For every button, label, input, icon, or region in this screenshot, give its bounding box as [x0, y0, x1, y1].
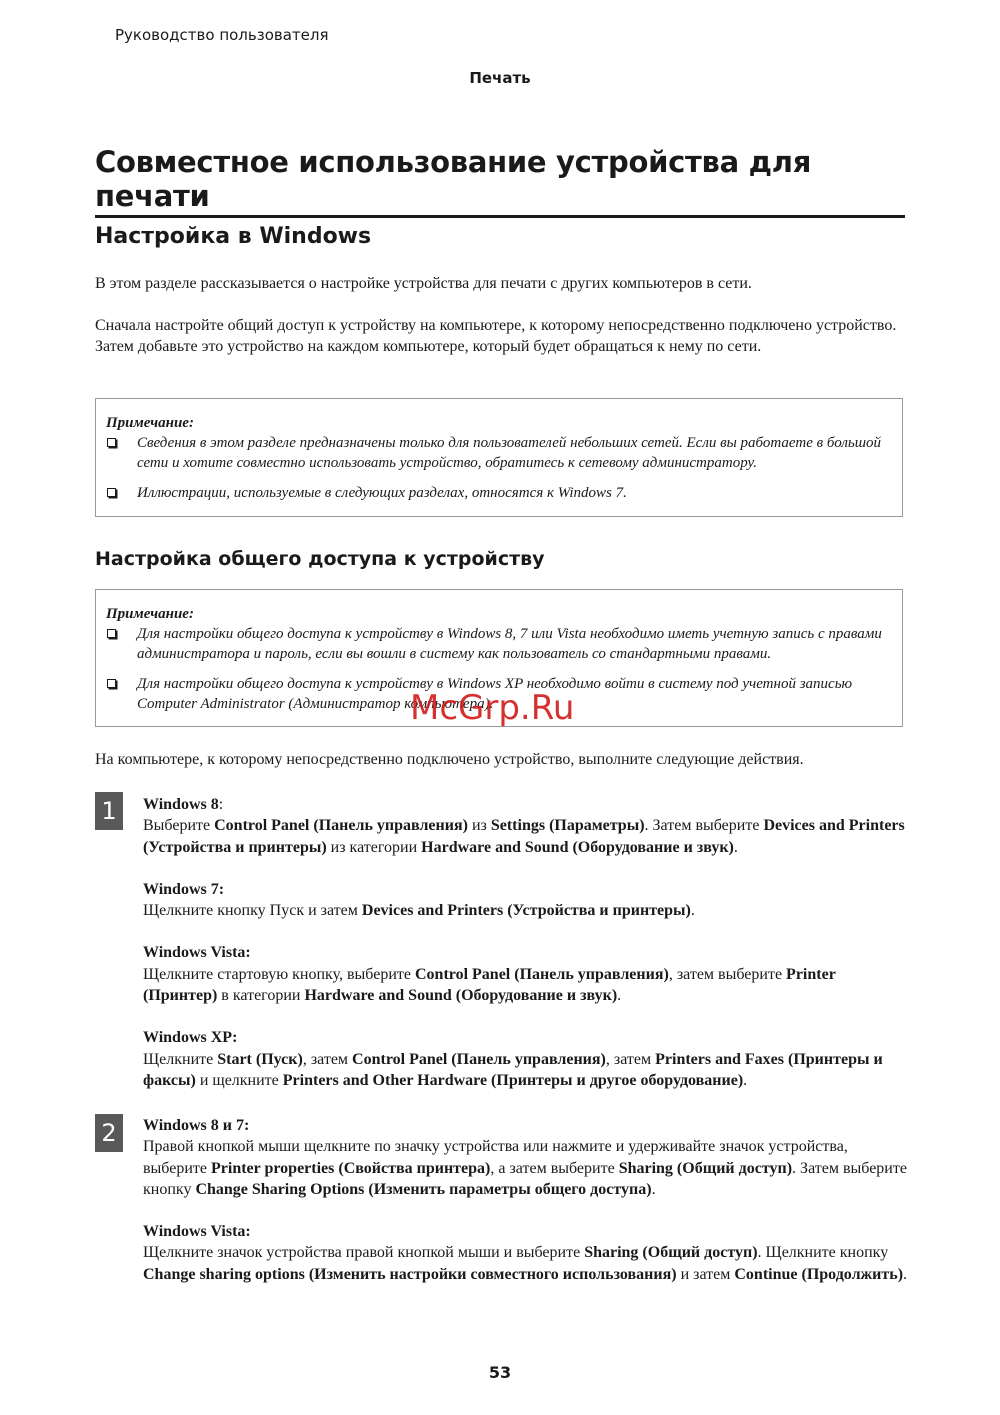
ui-term: Devices and Printers (Устройства и принтеры) [143, 817, 905, 856]
ui-term: Printers and Other Hardware (Принтеры и другое оборудование) [282, 1071, 744, 1089]
os-label: Windows 8 и 7: [143, 1117, 250, 1134]
running-header-title: Руководство пользователя [115, 26, 329, 44]
note-item [106, 483, 892, 503]
ui-term: Settings (Параметры) [490, 817, 645, 835]
note-item-text: Для настройки общего доступа к устройству в Windows XP необходимо войти в систему под учетной записью Computer Administrator (Администратор компьютера). [137, 676, 853, 712]
ui-term: Sharing (Общий доступ) [584, 1244, 758, 1262]
instruction-text: Щелкните кнопку Пуск и затем Devices and Printers (Устройства и принтеры). [143, 902, 695, 920]
instruction-text: Щелкните значок устройства правой кнопкой мыши и выберите Sharing (Общий доступ). Щелкните кнопку Change sharing options (Изменить настройки совместного использования) и затем Continue (Продолжить). [143, 1244, 908, 1283]
ui-term: Sharing (Общий доступ) [618, 1159, 793, 1177]
checkbox-bullet-icon [107, 679, 116, 688]
step-2-content [143, 1115, 908, 1306]
os-instruction-block [143, 1115, 908, 1200]
os-instruction-block [143, 1027, 908, 1091]
ui-term: Change Sharing Options (Изменить параметры общего доступа) [195, 1180, 652, 1198]
ui-term: Control Panel (Панель управления) [414, 965, 669, 983]
title-divider [95, 215, 905, 218]
ui-term: Continue (Продолжить) [734, 1265, 904, 1283]
note-title: Примечание: [106, 415, 194, 431]
os-instruction-block [143, 794, 908, 858]
note-box-1 [95, 398, 903, 517]
note-item-text: Для настройки общего доступа к устройству в Windows 8, 7 или Vista необходимо иметь учетную запись с правами администратора и пароль, если вы вошли в систему как пользователь со стандартными правами. [137, 626, 882, 662]
step-number-badge: 2 [95, 1114, 123, 1152]
ui-term: Printer (Принтер) [143, 965, 836, 1005]
instruction-text: Щелкните Start (Пуск), затем Control Panel (Панель управления), затем Printers and Faxes (Принтеры и факсы) и щелкните Printers and Other Hardware (Принтеры и другое оборудование). [143, 1050, 883, 1089]
page-title: Совместное использование устройства для печати [95, 145, 812, 213]
ui-term: Hardware and Sound (Оборудование и звук) [304, 987, 618, 1005]
checkbox-bullet-icon [107, 488, 116, 497]
ui-term: Printers and Faxes (Принтеры и факсы) [143, 1050, 883, 1089]
os-instruction-block [143, 879, 908, 922]
page-number: 53 [488, 1363, 512, 1382]
ui-term: Hardware and Sound (Оборудование и звук) [421, 838, 734, 856]
note-title: Примечание: [106, 606, 194, 622]
os-label: Windows Vista: [143, 1223, 251, 1241]
ui-term: Change sharing options (Изменить настройки совместного использования) [143, 1265, 677, 1283]
os-label: Windows Vista: [143, 944, 251, 962]
intro-paragraph-2: Сначала настройте общий доступ к устройству на компьютере, к которому непосредственно подключено устройство. Затем добавьте это устройство на каждом компьютере, который будет обращаться к нему по сети. [95, 317, 897, 355]
ui-term: Printer properties (Свойства принтера) [211, 1159, 491, 1177]
os-label: Windows 8: [143, 796, 224, 813]
action-intro-paragraph: На компьютере, к которому непосредственно подключено устройство, выполните следующие действия. [95, 751, 804, 768]
instruction-text: Щелкните стартовую кнопку, выберите Control Panel (Панель управления), затем выберите Printer (Принтер) в категории Hardware and Sound (Оборудование и звук). [143, 965, 836, 1005]
ui-term: Control Panel (Панель управления) [214, 817, 468, 835]
os-label: Windows XP: [143, 1029, 238, 1047]
ui-term: Start (Пуск) [217, 1050, 303, 1068]
os-instruction-block [143, 942, 908, 1006]
note-item-text: Иллюстрации, используемые в следующих разделах, относятся к Windows 7. [137, 485, 627, 501]
subsection-heading: Настройка общего доступа к устройству [95, 548, 545, 570]
intro-paragraph-1: В этом разделе рассказывается о настройке устройства для печати с других компьютеров в сети. [95, 275, 752, 292]
step-1-content [143, 794, 908, 1112]
note-item [106, 433, 892, 473]
os-label: Windows 7: [143, 880, 225, 898]
instruction-text: Правой кнопкой мыши щелкните по значку устройства или нажмите и удерживайте значок устройства, выберите Printer properties (Свойства принтера), а затем выберите Sharing (Общий доступ). Затем выберите кнопку Change Sharing Options (Изменить параметры общего доступа). [143, 1138, 907, 1198]
ui-term: Devices and Printers (Устройства и принтеры) [361, 902, 691, 920]
os-instruction-block [143, 1221, 908, 1285]
checkbox-bullet-icon [107, 438, 116, 447]
ui-term: Control Panel (Панель управления) [352, 1050, 606, 1068]
section-heading: Настройка в Windows [95, 224, 372, 249]
running-header-section: Печать [469, 69, 531, 87]
watermark-text: McGrp.Ru [410, 688, 575, 728]
step-number-badge: 1 [95, 792, 123, 830]
note-item [106, 624, 892, 664]
note-item-text: Сведения в этом разделе предназначены только для пользователей небольших сетей. Если вы работаете в большой сети и хотите совместно использовать устройство, обратитесь к сетевому администратору. [137, 435, 882, 471]
instruction-text: Выберите Control Panel (Панель управления) из Settings (Параметры). Затем выберите Devices and Printers (Устройства и принтеры) из категории Hardware and Sound (Оборудование и звук). [143, 817, 905, 856]
checkbox-bullet-icon [107, 629, 116, 638]
